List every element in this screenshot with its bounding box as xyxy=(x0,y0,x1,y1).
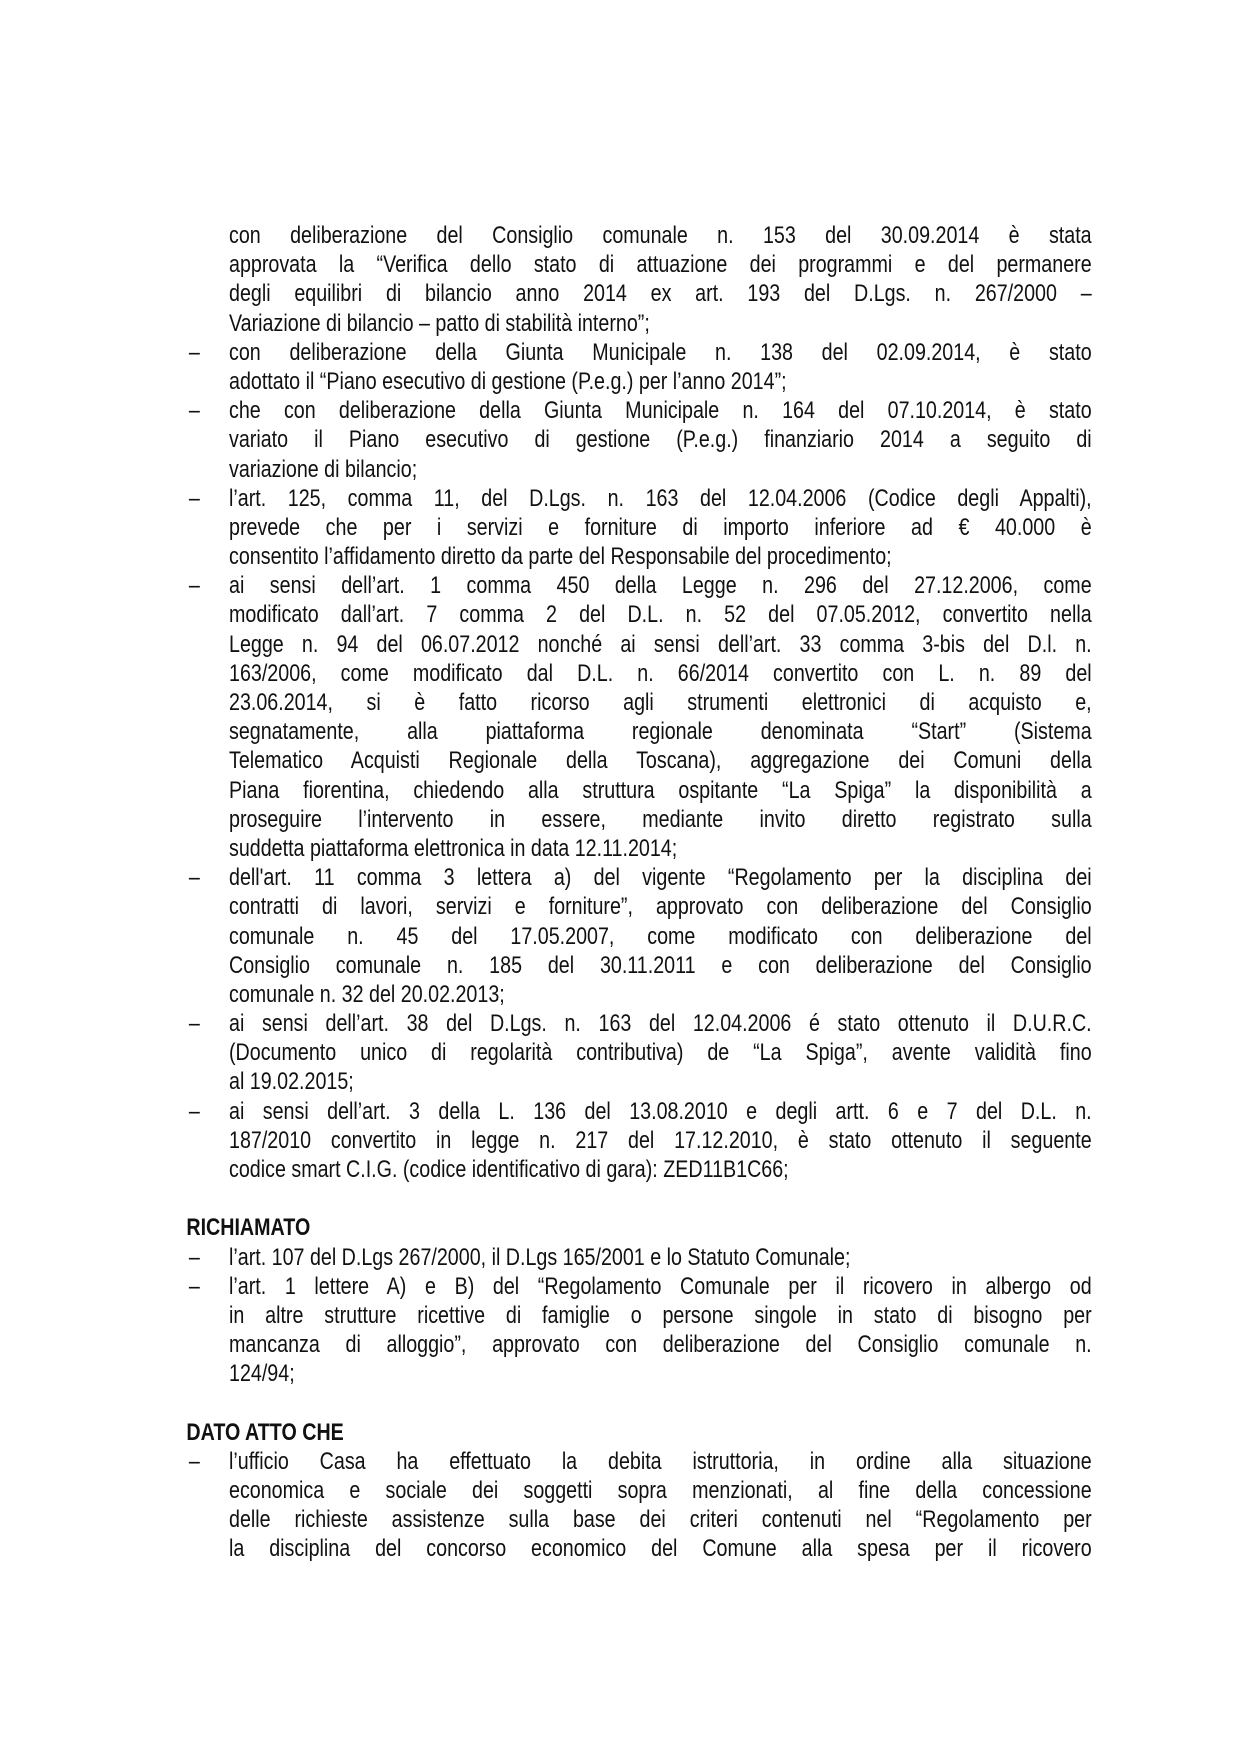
line-text: codice smart C.I.G. (codice identificativo di gara): ZED11B1C66; xyxy=(229,1156,789,1183)
spacer xyxy=(229,1389,1092,1418)
text-line xyxy=(188,396,1092,425)
text-line xyxy=(229,1038,1092,1067)
text-line xyxy=(229,1126,1092,1155)
line-text: delle richieste assistenze sulla base dei criteri contenuti nel “Regolamento per xyxy=(229,1506,1092,1534)
text-line xyxy=(229,1534,1092,1563)
section-richiamato xyxy=(186,1213,1092,1388)
text-line xyxy=(188,1447,1092,1476)
line-text: suddetta piattaforma elettronica in data 12.11.2014; xyxy=(229,834,678,862)
list-item xyxy=(188,863,1092,1009)
line-text: con deliberazione del Consiglio comunale n. 153 del 30.09.2014 è stata xyxy=(229,222,1092,249)
text-line xyxy=(229,776,1092,805)
text-line xyxy=(229,951,1092,980)
text-line xyxy=(229,1301,1092,1330)
list-item xyxy=(188,1272,1092,1389)
bullet-dash: – xyxy=(188,1010,200,1038)
text-line xyxy=(229,746,1092,775)
bullet-dash: – xyxy=(188,1447,200,1475)
list-item xyxy=(188,396,1092,484)
line-text: con deliberazione della Giunta Municipale n. 138 del 02.09.2014, è stato xyxy=(229,338,1092,366)
text-line xyxy=(188,1097,1092,1126)
text-line xyxy=(229,805,1092,834)
text-line xyxy=(188,863,1092,892)
text-line xyxy=(229,600,1092,629)
text-line xyxy=(229,1155,1092,1184)
line-text: variazione di bilancio; xyxy=(229,455,418,483)
bullet-dash: – xyxy=(188,484,200,512)
bullet-dash: – xyxy=(188,1097,200,1125)
line-text: al 19.02.2015; xyxy=(229,1068,354,1096)
line-text: Consiglio comunale n. 185 del 30.11.2011 e con deliberazione del Consiglio xyxy=(229,951,1092,979)
line-text: l’ufficio Casa ha effettuato la debita istruttoria, in ordine alla situazione xyxy=(229,1447,1092,1475)
line-text: dell'art. 11 comma 3 lettera a) del vigente “Regolamento per la disciplina dei xyxy=(229,864,1092,892)
list-item xyxy=(188,1447,1092,1564)
line-text: (Documento unico di regolarità contributiva) de “La Spiga”, avente validità fino xyxy=(229,1039,1092,1067)
line-text: approvata la “Verifica dello stato di attuazione dei programmi e del permanere xyxy=(229,251,1092,279)
line-text: Legge n. 94 del 06.07.2012 nonché ai sensi dell’art. 33 comma 3-bis del D.l. n. xyxy=(229,630,1092,658)
text-line xyxy=(229,717,1092,746)
list-item xyxy=(188,1009,1092,1097)
line-text: segnatamente, alla piattaforma regionale denominata “Start” (Sistema xyxy=(229,718,1092,746)
list-item xyxy=(188,1097,1092,1185)
line-text: consentito l’affidamento diretto da parte del Responsabile del procedimento; xyxy=(229,543,892,571)
text-line xyxy=(229,513,1092,542)
list-item xyxy=(188,338,1092,396)
line-text: economica e sociale dei soggetti sopra menzionati, al fine della concessione xyxy=(229,1477,1092,1505)
line-text: comunale n. 32 del 20.02.2013; xyxy=(229,980,505,1008)
line-text: ai sensi dell’art. 38 del D.Lgs. n. 163 del 12.04.2006 é stato ottenuto il D.U.R.C. xyxy=(229,1010,1092,1038)
bullet-dash: – xyxy=(188,1272,200,1300)
text-line xyxy=(229,250,1092,279)
text-line xyxy=(188,1243,1092,1272)
text-line xyxy=(229,279,1092,308)
text-line xyxy=(229,221,1092,250)
line-text: Variazione di bilancio – patto di stabilità interno”; xyxy=(229,309,650,337)
line-text: Telematico Acquisti Regionale della Toscana), aggregazione dei Comuni della xyxy=(229,747,1092,775)
text-line xyxy=(188,1272,1092,1301)
line-text: la disciplina del concorso economico del Comune alla spesa per il ricovero xyxy=(229,1535,1092,1563)
line-text: in altre strutture ricettive di famiglie o persone singole in stato di bisogno per xyxy=(229,1301,1092,1329)
list-item xyxy=(188,571,1092,863)
line-text: l’art. 125, comma 11, del D.Lgs. n. 163 del 12.04.2006 (Codice degli Appalti), xyxy=(229,484,1092,512)
line-text: l’art. 107 del D.Lgs 267/2000, il D.Lgs 165/2001 e lo Statuto Comunale; xyxy=(229,1243,851,1271)
line-text: 23.06.2014, si è fatto ricorso agli strumenti elettronici di acquisto e, xyxy=(229,689,1092,716)
text-line xyxy=(188,484,1092,513)
text-line xyxy=(229,1359,1092,1388)
text-line xyxy=(229,425,1092,454)
line-text: degli equilibri di bilancio anno 2014 ex art. 193 del D.Lgs. n. 267/2000 – xyxy=(229,280,1092,308)
list-item xyxy=(188,1243,1092,1272)
paragraph xyxy=(229,221,1092,338)
text-line xyxy=(188,1009,1092,1038)
text-line xyxy=(229,688,1092,717)
text-line xyxy=(229,542,1092,571)
spacer xyxy=(229,1184,1092,1213)
section-heading: DATO ATTO CHE xyxy=(186,1418,344,1446)
text-line xyxy=(229,367,1092,396)
line-text: 163/2006, come modificato dal D.L. n. 66/2014 convertito con L. n. 89 del xyxy=(229,659,1092,687)
text-line xyxy=(229,1330,1092,1359)
text-line xyxy=(229,892,1092,921)
text-line xyxy=(188,338,1092,367)
document-body xyxy=(186,221,1092,1564)
line-text: proseguire l’intervento in essere, mediante invito diretto registrato sulla xyxy=(229,805,1092,833)
section-heading: RICHIAMATO xyxy=(186,1214,311,1242)
bullet-dash: – xyxy=(188,338,200,366)
line-text: ai sensi dell’art. 1 comma 450 della Legge n. 296 del 27.12.2006, come xyxy=(229,572,1092,600)
bullet-dash: – xyxy=(188,397,200,425)
line-text: contratti di lavori, servizi e forniture”, approvato con deliberazione del Consiglio xyxy=(229,893,1092,921)
line-text: l’art. 1 lettere A) e B) del “Regolamento Comunale per il ricovero in albergo od xyxy=(229,1272,1092,1300)
line-text: mancanza di alloggio”, approvato con deliberazione del Consiglio comunale n. xyxy=(229,1331,1092,1359)
line-text: che con deliberazione della Giunta Municipale n. 164 del 07.10.2014, è stato xyxy=(229,397,1092,425)
text-line xyxy=(229,1067,1092,1096)
bullet-dash: – xyxy=(188,572,200,600)
text-line xyxy=(229,659,1092,688)
text-line xyxy=(229,834,1092,863)
text-line xyxy=(229,1505,1092,1534)
text-line xyxy=(229,980,1092,1009)
text-line xyxy=(229,922,1092,951)
line-text: modificato dall’art. 7 comma 2 del D.L. n. 52 del 07.05.2012, convertito nella xyxy=(229,601,1092,629)
line-text: 187/2010 convertito in legge n. 217 del 17.12.2010, è stato ottenuto il seguente xyxy=(229,1126,1092,1154)
bullet-dash: – xyxy=(188,864,200,892)
bullet-dash: – xyxy=(188,1243,200,1271)
text-line xyxy=(229,309,1092,338)
list-item xyxy=(188,484,1092,572)
line-text: prevede che per i servizi e forniture di importo inferiore ad € 40.000 è xyxy=(229,513,1092,541)
line-text: 124/94; xyxy=(229,1360,295,1388)
line-text: Piana fiorentina, chiedendo alla struttura ospitante “La Spiga” la disponibilità a xyxy=(229,776,1092,804)
text-line xyxy=(229,1476,1092,1505)
section-dato-atto-che xyxy=(186,1418,1092,1564)
line-text: ai sensi dell’art. 3 della L. 136 del 13.08.2010 e degli artt. 6 e 7 del D.L. n. xyxy=(229,1097,1092,1125)
text-line xyxy=(229,630,1092,659)
line-text: variato il Piano esecutivo di gestione (P.e.g.) finanziario 2014 a seguito di xyxy=(229,426,1092,454)
text-line xyxy=(188,571,1092,600)
line-text: adottato il “Piano esecutivo di gestione (P.e.g.) per l’anno 2014”; xyxy=(229,367,787,395)
text-line xyxy=(229,455,1092,484)
line-text: comunale n. 45 del 17.05.2007, come modificato con deliberazione del xyxy=(229,922,1092,950)
